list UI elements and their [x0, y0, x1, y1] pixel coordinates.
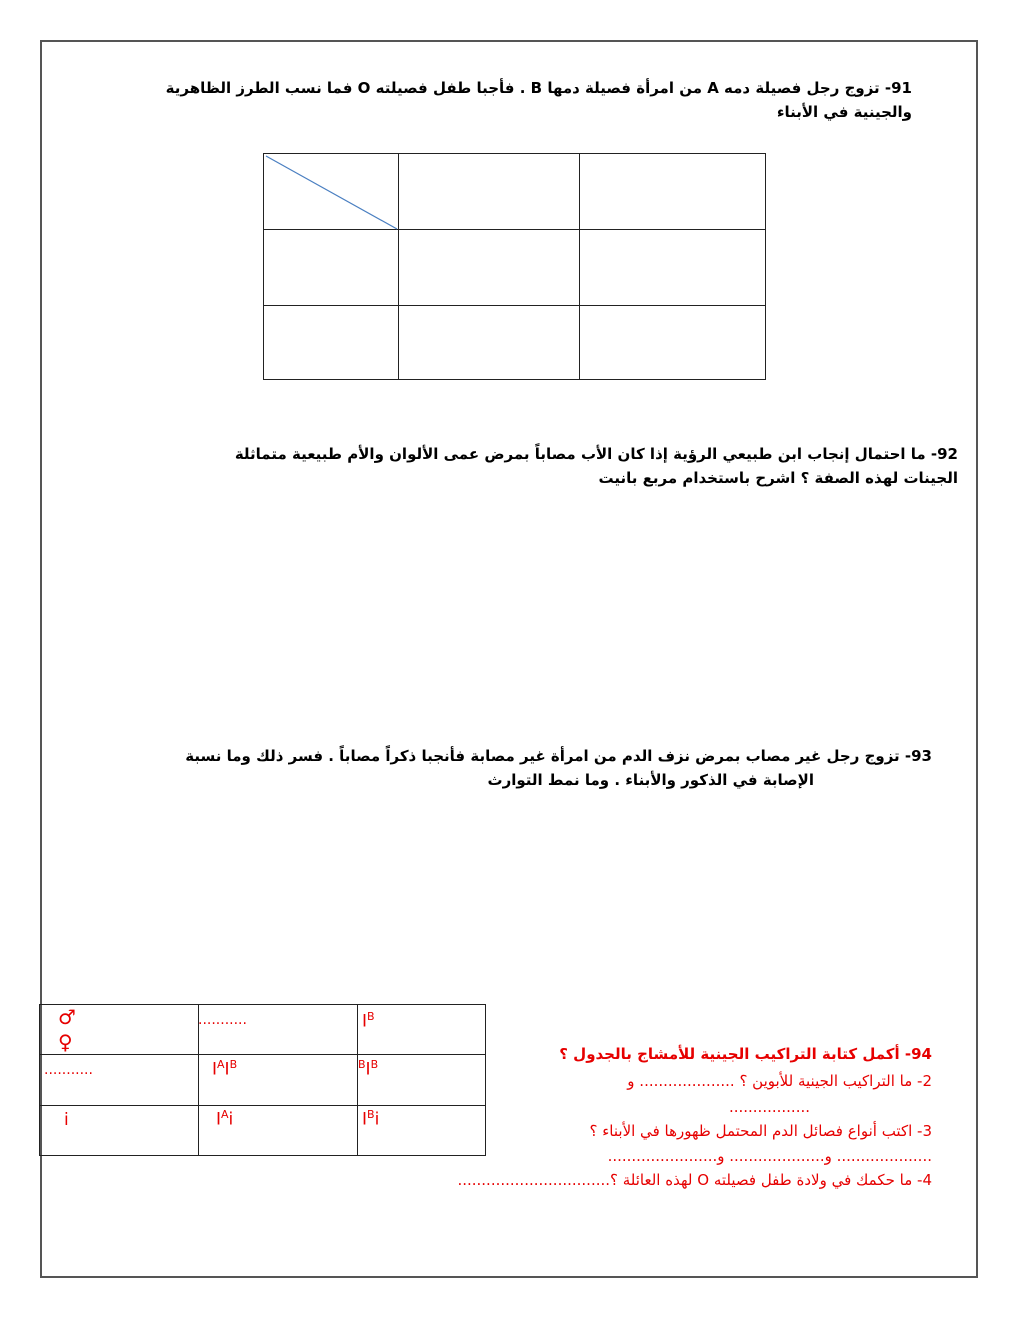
punnett-cell [264, 306, 399, 380]
allele-base: I [216, 1109, 222, 1130]
question-92-line2: الجينات لهذه الصفة ؟ اشرح باستخدام مربع بانيت [598, 469, 958, 487]
allele-base: i [228, 1109, 234, 1130]
question-92 [170, 442, 958, 490]
allele-sup: B [358, 1058, 366, 1071]
question-93 [170, 744, 932, 792]
question-94-title: 94- أكمل كتابة التراكيب الجينية للأمشاج بالجدول ؟ [559, 1045, 932, 1063]
allele-base: I [362, 1109, 368, 1130]
question-92-line1: 92- ما احتمال إنجاب ابن طبيعي الرؤية إذا كان الأب مصاباً بمرض عمى الألوان والأم طبيعية متماثلة [234, 445, 958, 463]
gamete-i: i [64, 1110, 69, 1130]
punnett-cell [264, 230, 399, 306]
punnett-cell [580, 306, 766, 380]
question-91-line2: والجينية في الأبناء [776, 103, 912, 121]
gamete-cell [358, 1005, 486, 1055]
punnett-cell [580, 230, 766, 306]
question-94-item-2-blank: ................. [728, 1098, 810, 1116]
blank-gamete-male: ........... [198, 1012, 247, 1028]
allele-sup: A [217, 1058, 225, 1071]
allele-sup: B [367, 1010, 375, 1023]
genotype-IBIB [358, 1058, 378, 1080]
male-symbol-icon: ♂ [58, 1005, 76, 1029]
genotype-IAIB [212, 1058, 237, 1080]
allele-base: I [212, 1059, 218, 1080]
question-94-item-2: 2- ما التراكيب الجينية للأبوين ؟ .................... و [627, 1072, 932, 1090]
allele-base: I [362, 1011, 368, 1032]
punnett-square-91 [263, 153, 766, 380]
blank-gamete-female: ........... [44, 1062, 93, 1078]
punnett-corner-cell [264, 154, 399, 230]
gamete-table [39, 1004, 486, 1156]
allele-base: I [224, 1059, 230, 1080]
female-symbol-icon: ♀ [58, 1030, 73, 1054]
question-91-line1: 91- تزوج رجل فصيلة دمه A من امرأة فصيلة دمها B . فأجبا طفل فصيلته O فما نسب الطرز الظاهرية [165, 79, 912, 97]
punnett-cell [399, 154, 580, 230]
genotype-IAi [216, 1108, 233, 1130]
question-91 [160, 76, 912, 124]
gamete-IB [362, 1010, 375, 1032]
allele-base: I [365, 1059, 371, 1080]
question-94-item-3-answers: .................... و.................... و....................... [607, 1147, 932, 1165]
allele-sup: B [367, 1108, 375, 1121]
punnett-cell [580, 154, 766, 230]
question-93-line1: 93- تزوج رجل غير مصاب بمرض نزف الدم من امرأة غير مصابة فأنجبا ذكراً مصاباً . فسر ذلك وما نسبة [185, 747, 932, 765]
allele-sup: B [370, 1058, 379, 1071]
allele-base: i [374, 1109, 380, 1130]
punnett-cell [399, 306, 580, 380]
punnett-cell [399, 230, 580, 306]
question-94-item-3: 3- اكتب أنواع فصائل الدم المحتمل ظهورها في الأبناء ؟ [589, 1122, 932, 1140]
question-94-item-4: 4- ما حكمك في ولادة طفل فصيلته O لهذه العائلة ؟................................ [457, 1171, 932, 1189]
diagonal-line [264, 154, 398, 230]
genotype-IBi [362, 1108, 379, 1130]
question-93-line2: الإصابة في الذكور والأبناء . وما نمط التوارث [487, 771, 814, 789]
allele-sup: A [221, 1108, 229, 1121]
allele-sup: B [229, 1058, 238, 1071]
